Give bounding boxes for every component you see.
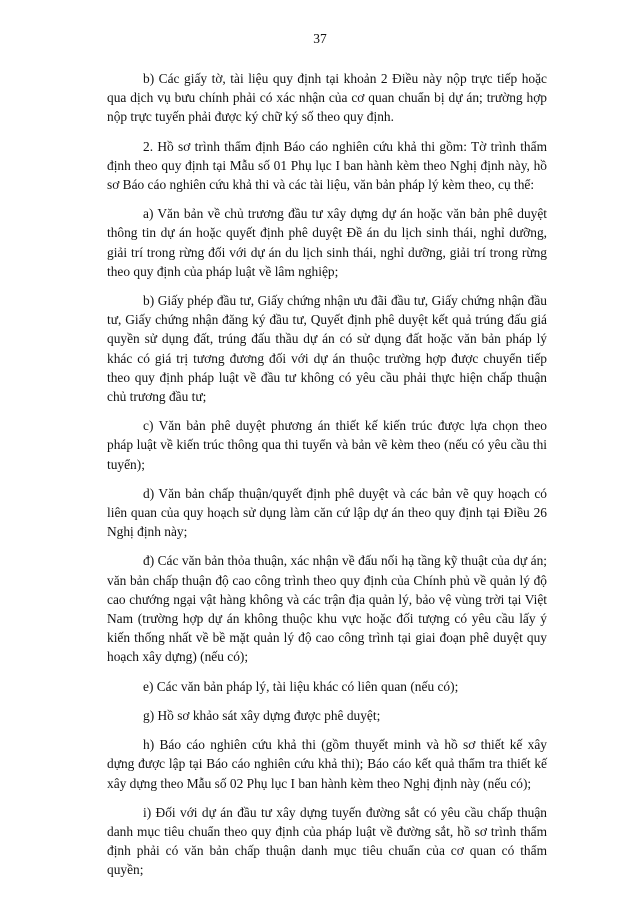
page-number: 37 — [313, 31, 327, 46]
document-body — [107, 69, 547, 890]
paragraph-i: i) Đối với dự án đầu tư xây dựng tuyến đường sắt có yêu cầu chấp thuận danh mục tiêu chuẩn theo quy định của pháp luật về đường sắt, hồ sơ trình thẩm định phải có văn bản chấp thuận danh mục tiêu chuẩn của cơ quan có thẩm quyền; — [107, 804, 547, 878]
paragraph-dd: đ) Các văn bản thỏa thuận, xác nhận về đấu nối hạ tầng kỹ thuật của dự án; văn bản chấp thuận độ cao công trình theo quy định của Chính phủ về quản lý độ cao chướng ngại vật hàng không và các trận địa quản lý, bảo vệ vùng trời tại Việt Nam (trường hợp dự án không thuộc khu vực hoặc đối tượng có yêu cầu lấy ý kiến thống nhất về bề mặt quản lý độ cao công trình tại giai đoạn phê duyệt quy hoạch xây dựng) (nếu có); — [107, 553, 547, 665]
paragraph-b: b) Giấy phép đầu tư, Giấy chứng nhận ưu đãi đầu tư, Giấy chứng nhận đầu tư, Giấy chứng nhận đăng ký đầu tư, Quyết định phê duyệt kết quả trúng đấu giá quyền sử dụng đất, trúng đấu thầu dự án có sử dụng đất hoặc văn bản pháp lý khác có giá trị tương đương đối với dự án thuộc trường hợp được chuyển tiếp theo quy định pháp luật về đầu tư không có yêu cầu phải thực hiện chấp thuận chủ trương đầu tư; — [107, 293, 547, 405]
paragraph-e: e) Các văn bản pháp lý, tài liệu khác có liên quan (nếu có); — [143, 678, 459, 694]
paragraph-2-dossier: 2. Hồ sơ trình thẩm định Báo cáo nghiên cứu khả thi gồm: Tờ trình thẩm định theo quy định tại Mẫu số 01 Phụ lục I ban hành kèm theo Nghị định này, hồ sơ Báo cáo nghiên cứu khả thi và các tài liệu, văn bản pháp lý kèm theo, cụ thể: — [107, 138, 547, 193]
paragraph-g: g) Hồ sơ khảo sát xây dựng được phê duyệt; — [143, 707, 381, 723]
paragraph-b-submission: b) Các giấy tờ, tài liệu quy định tại khoản 2 Điều này nộp trực tiếp hoặc qua dịch vụ bưu chính phải có xác nhận của cơ quan chuẩn bị dự án; trường hợp nộp trực tuyến phải được ký chữ ký số theo quy định. — [107, 71, 547, 125]
paragraph-h: h) Báo cáo nghiên cứu khả thi (gồm thuyết minh và hồ sơ thiết kế xây dựng được lập tại Báo cáo nghiên cứu khả thi); Báo cáo kết quả thẩm tra thiết kế xây dựng theo Mẫu số 02 Phụ lục I ban hành kèm theo Nghị định này (nếu có); — [107, 737, 547, 791]
paragraph-a: a) Văn bản về chủ trương đầu tư xây dựng dự án hoặc văn bản phê duyệt thông tin dự án hoặc quyết định phê duyệt Đề án du lịch sinh thái, nghỉ dưỡng, giải trí trong rừng đối với dự án du lịch sinh thái, nghỉ dưỡng, giải trí trong rừng theo quy định của pháp luật về lâm nghiệp; — [107, 206, 547, 279]
paragraph-c: c) Văn bản phê duyệt phương án thiết kế kiến trúc được lựa chọn theo pháp luật về kiến trúc thông qua thi tuyển và bản vẽ kèm theo (nếu có yêu cầu thi tuyển); — [107, 418, 547, 472]
paragraph-d: d) Văn bản chấp thuận/quyết định phê duyệt và các bản vẽ quy hoạch có liên quan của quy hoạch sử dụng làm căn cứ lập dự án theo quy định tại Điều 26 Nghị định này; — [107, 485, 547, 540]
